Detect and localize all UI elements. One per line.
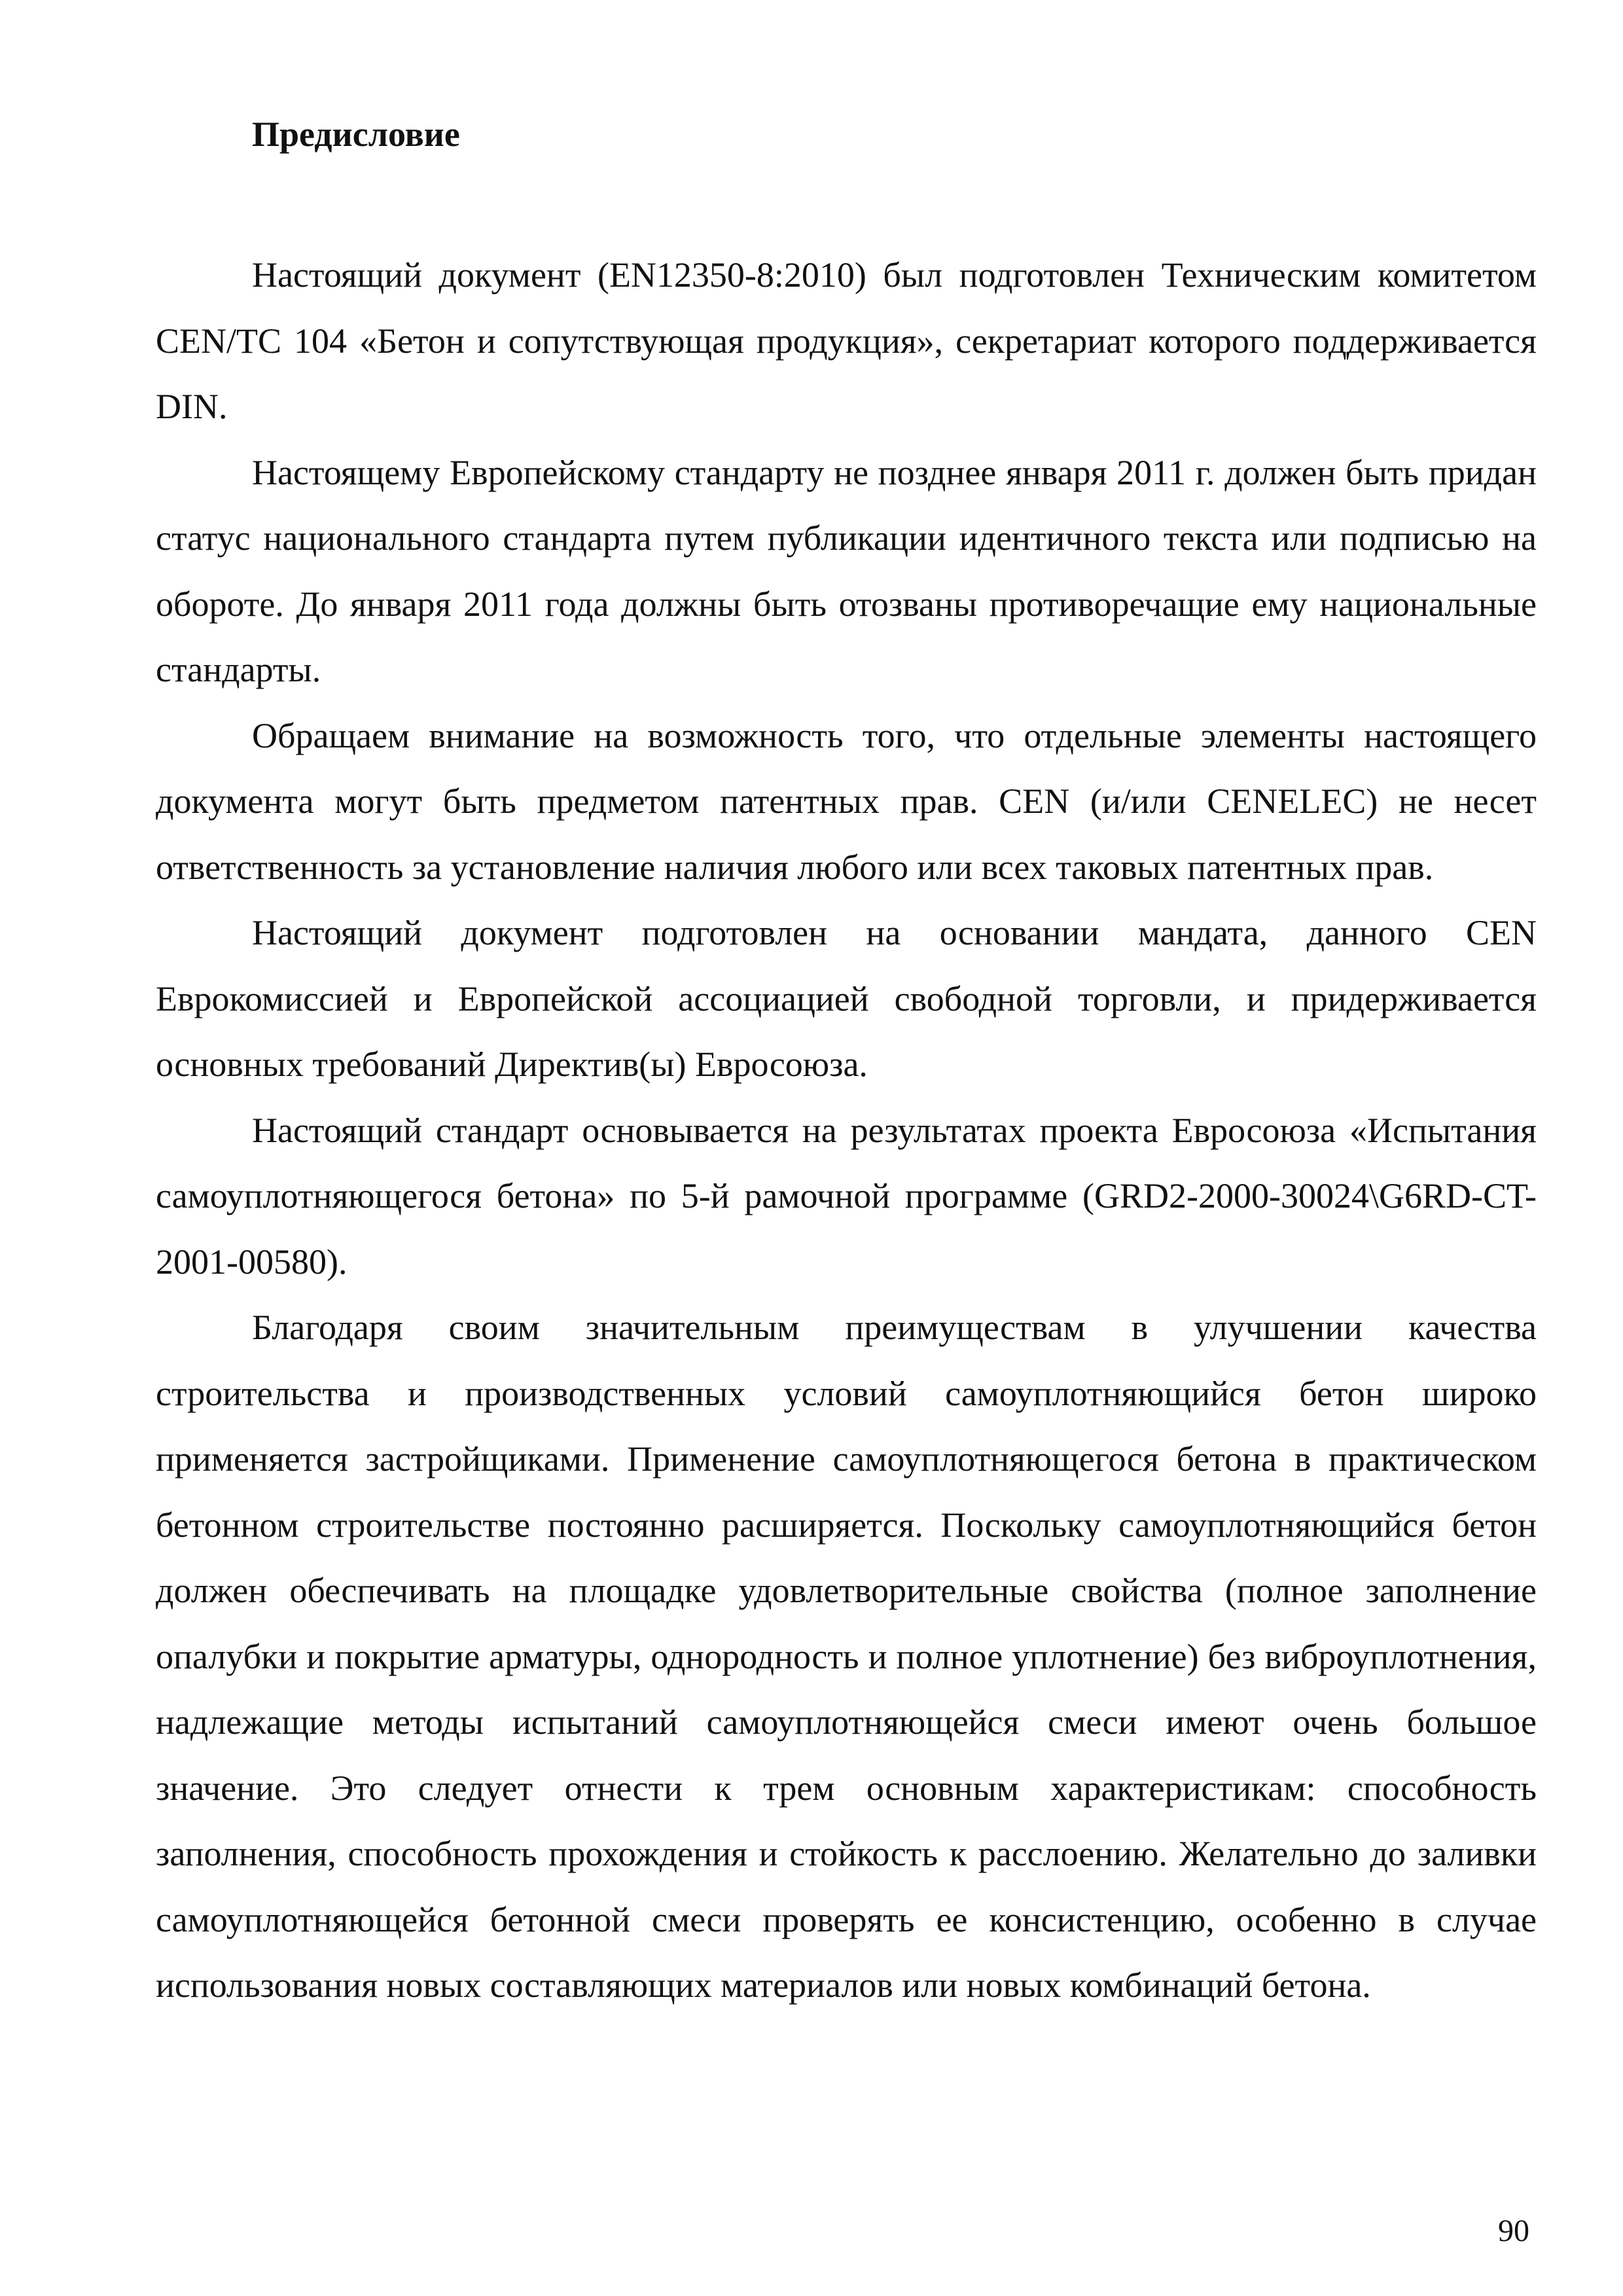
body-text	[156, 242, 1537, 2018]
paragraph-national-status: Настоящему Европейскому стандарту не позднее января 2011 г. должен быть придан статус национального стандарта путем публикации идентичного текста или подписью на обороте. До января 2011 года должны быть отозваны противоречащие ему национальные стандарты.	[156, 452, 1537, 689]
paragraph-document-preparation: Настоящий документ (EN12350-8:2010) был подготовлен Техническим комитетом CEN/TC 104 «Бетон и сопутствующая продукция», секретариат которого поддерживается DIN.	[156, 255, 1537, 426]
paragraph-eu-project: Настоящий стандарт основывается на результатах проекта Евросоюза «Испытания самоуплотняющегося бетона» по 5-й рамочной программе (GRD2-2000-30024\G6RD-CT-2001-00580).	[156, 1110, 1537, 1282]
paragraph-patent-rights: Обращаем внимание на возможность того, что отдельные элементы настоящего документа могут быть предметом патентных прав. CEN (и/или CENELEC) не несет ответственность за установление наличия любого или всех таковых патентных прав.	[156, 715, 1537, 887]
paragraph-mandate: Настоящий документ подготовлен на основании мандата, данного CEN Еврокомиссией и Европейской ассоциацией свободной торговли, и придерживается основных требований Директив(ы) Евросоюза.	[156, 913, 1537, 1084]
page-title: Предисловие	[252, 115, 460, 154]
paragraph-self-compacting-concrete: Благодаря своим значительным преимуществам в улучшении качества строительства и производственных условий самоуплотняющийся бетон широко применяется застройщиками. Применение самоуплотняющегося бетона в практическом бетонном строительстве постоянно расширяется. Поскольку самоуплотняющийся бетон должен обеспечивать на площадке удовлетворительные свойства (полное заполнение опалубки и покрытие арматуры, однородность и полное уплотнение) без виброуплотнения, надлежащие методы испытаний самоуплотняющейся смеси имеют очень большое значение. Это следует отнести к трем основным характеристикам: способность заполнения, способность прохождения и стойкость к расслоению. Желательно до заливки самоуплотняющейся бетонной смеси проверять ее консистенцию, особенно в случае использования новых составляющих материалов или новых комбинаций бетона.	[156, 1308, 1537, 2005]
page-number: 90	[1498, 2214, 1529, 2248]
